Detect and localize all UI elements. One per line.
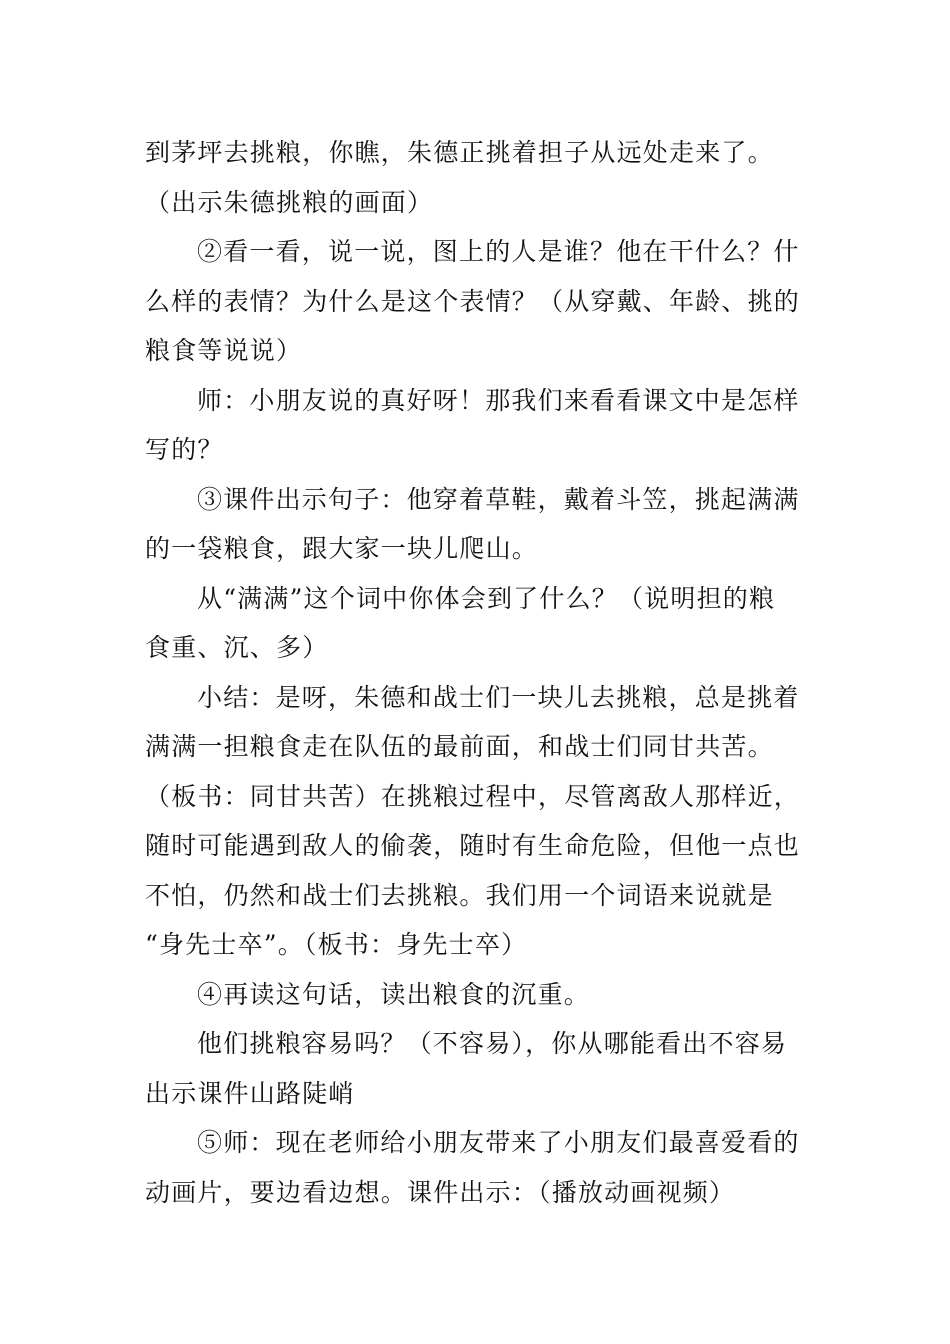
text-line: 粮食等说说） [145, 336, 303, 365]
text-line: ②看一看，说一说，图上的人是谁？他在干什么？什 [197, 237, 800, 266]
text-line: 满满一担粮食走在队伍的最前面，和战士们同甘共苦。 [145, 732, 774, 761]
text-line: 从“满满”这个词中你体会到了什么？（说明担的粮 [197, 583, 776, 613]
text-line: 写的？ [145, 435, 224, 464]
text-line: 小结：是呀，朱德和战士们一块儿去挑粮，总是挑着 [197, 682, 800, 712]
text-line: 他们挑粮容易吗？（不容易），你从哪能看出不容易 [197, 1029, 788, 1058]
text-line: ⑤师：现在老师给小朋友带来了小朋友们最喜爱看的 [197, 1128, 800, 1157]
text-line: 么样的表情？为什么是这个表情？（从穿戴、年龄、挑的 [145, 286, 801, 316]
document-body [145, 128, 810, 1217]
text-line: 的一袋粮食，跟大家一块儿爬山。 [145, 534, 539, 563]
text-line: （板书：同甘共苦）在挑粮过程中，尽管离敌人那样近， [145, 781, 801, 811]
text-line: 动画片，要边看边想。课件出示：（播放动画视频） [145, 1177, 736, 1207]
text-line: 出示课件山路陡峭 [145, 1078, 355, 1108]
text-line: （出示朱德挑粮的画面） [145, 187, 434, 217]
text-line: 不怕，仍然和战士们去挑粮。我们用一个词语来说就是 [145, 880, 774, 910]
text-line: 到茅坪去挑粮，你瞧，朱德正挑着担子从远处走来了。 [145, 138, 774, 167]
text-line: 师：小朋友说的真好呀！那我们来看看课文中是怎样 [197, 385, 800, 415]
text-line: “身先士卒”。（板书：身先士卒） [145, 930, 528, 959]
text-line: 随时可能遇到敌人的偷袭，随时有生命危险，但他一点也 [145, 831, 801, 860]
text-line: ④再读这句话，读出粮食的沉重。 [197, 979, 591, 1009]
text-line: 食重、沉、多） [145, 633, 329, 662]
text-line: ③课件出示句子：他穿着草鞋，戴着斗笠，挑起满满 [197, 484, 800, 514]
